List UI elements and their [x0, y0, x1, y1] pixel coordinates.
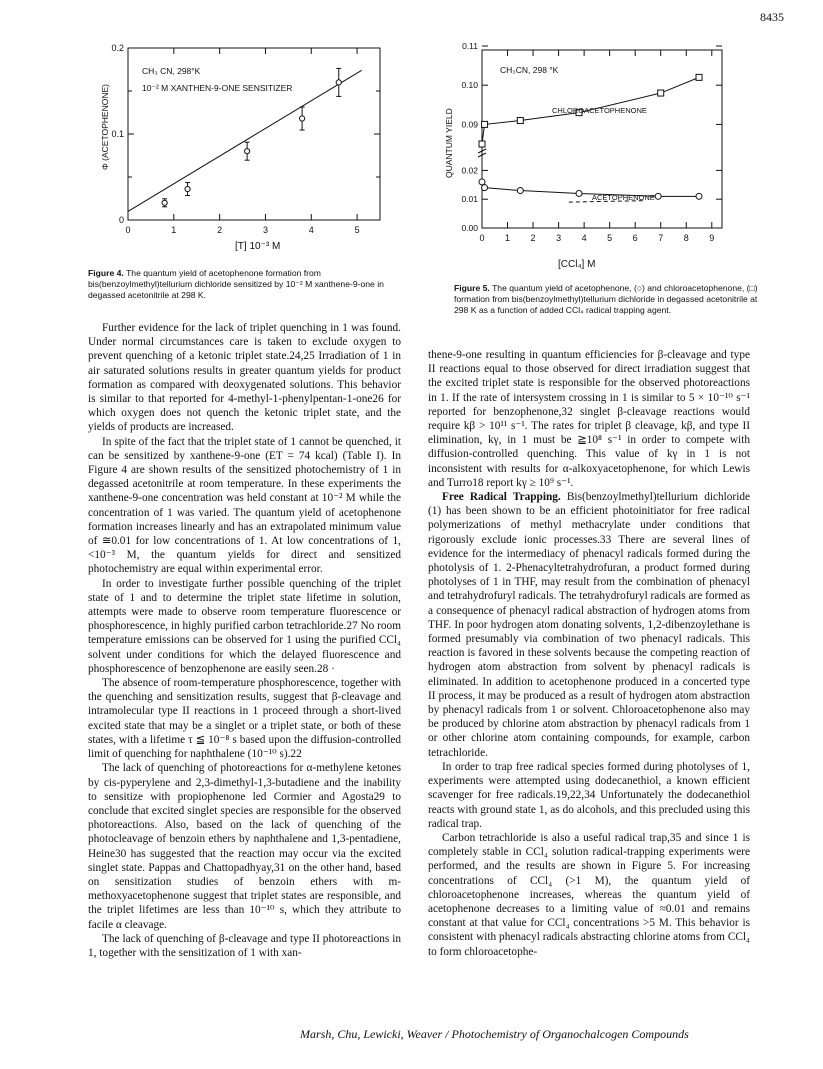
- fig5-acetophenone-point: [576, 190, 582, 196]
- section-heading-free-radical-trapping: Free Radical Trapping.: [442, 491, 561, 504]
- fig5-legend: CH₃CN, 298 °K: [500, 65, 559, 75]
- fig5-y-tick-label: 0.00: [461, 223, 478, 233]
- fig5-series2-label: ACETOPHENONE: [592, 193, 655, 202]
- fig4-x-tick-label: 4: [308, 225, 314, 235]
- right-paragraph-4: Carbon tetrachloride is also a useful radical trap,35 and since 1 is completely stable in CCl₄ solution radical-trapping experiments were performed, and the results are shown in Figure 5. For increasing concentrations of CCl₄ (>1 M), the quantum yield of chloroacetophenone increases, whereas the quantum yield of acetophenone decreases to a limiting value of ≈0.01 and remains constant at that value for CCl₄ concentrations >5 M. This behavior is consistent with phenacyl radicals abstracting chlorine atoms from CCl₄ to form chloroacetophe-: [428, 831, 750, 958]
- fig4-y-tick-label: 0: [118, 215, 124, 225]
- left-paragraph-1: Further evidence for the lack of triplet quenching in 1 was found. Under normal circumstances care is taken to exclude oxygen to prevent quenching of a ketonic triplet state.24,25 Irradiation of 1 in air saturated solutions results in greater quantum yields for product formation as compared with deoxygenated solutions. This behavior is similar to that reported for 4-methyl-1-phenylpentan-1-one26 for which oxygen does not quench the ketonic triplet state, and the yields of products are increased.: [88, 322, 401, 434]
- running-footer: Marsh, Chu, Lewicki, Weaver / Photochemistry of Organochalcogen Compounds: [300, 1027, 689, 1041]
- fig5-x-tick-label: 0: [479, 233, 485, 243]
- fig4-data-point: [185, 186, 190, 191]
- fig4-legend-line2: 10⁻² M XANTHEN-9-ONE SENSITIZER: [142, 83, 293, 93]
- fig5-chloroacetophenone-point: [482, 121, 488, 127]
- fig4-x-tick-label: 0: [125, 225, 131, 235]
- fig5-y-tick-label: 0.10: [461, 80, 478, 91]
- fig4-legend-line1: CH₃ CN, 298°K: [142, 66, 201, 76]
- fig4-data-point: [300, 116, 305, 121]
- fig4-data-point: [245, 149, 250, 154]
- fig5-acetophenone-point: [482, 185, 488, 191]
- left-paragraph-5: The lack of quenching of photoreactions for α-methylene ketones by cis-pyperylene and 2,3-dimethyl-1,3-butadiene and the inability to sensitize with propiophenone led Cormier and Agosta29 to conclude that excited singlet species are responsible for the observed photoreactions. Also, based on the lack of quenching of the photocleavage of benzoin ethers by naphthalene and 1,3-pentadiene, Heine30 has suggested that the reaction may occur via the excited singlet state. Pappas and Chattopadhyay,31 on the other hand, based on sensitization studies of benzoin ethers with m-methoxyacetophenone suggest that triplet states are responsible, and the triplet lifetimes are less than 10⁻¹⁰ s, which they attribute to facile α cleavage.: [88, 762, 401, 931]
- right-column: [428, 348, 750, 959]
- fig4-x-tick-label: 1: [171, 225, 177, 235]
- fig5-caption-label: Figure 5.: [454, 283, 490, 293]
- right-paragraph-2: [428, 490, 750, 760]
- left-paragraph-3: In order to investigate further possible quenching of the triplet state of 1 and to determine the triplet state lifetime in solution, attempts were made to observe room temperature fluorescence or phosphorescence, in highly purified carbon tetrachloride.27 No room temperature emissions can be observed for 1 using the purified CCl₄ solvent under conditions for which the delayed fluorescence and phosphorescence of benzophenone are easily seen.28 ·: [88, 577, 401, 675]
- fig5-x-tick-label: 6: [632, 233, 638, 243]
- fig4-data-point: [162, 200, 167, 205]
- fig5-series1-label: CHLOROACETOPHENONE: [552, 106, 647, 115]
- fig5-caption-text: The quantum yield of acetophenone, (○) and chloroacetophenone, (□) formation from bis(benzoylmethyl)tellurium dichloride in degassed acetonitrile at 298 K as a function of added CCl₄ radical trapping agent.: [454, 283, 758, 315]
- fig4-y-tick-label: 0.1: [111, 129, 124, 139]
- fig5-y-tick-label: 0.11: [462, 41, 478, 51]
- fig5-x-tick-label: 5: [607, 233, 613, 243]
- fig5-acetophenone-point: [655, 193, 661, 199]
- fig4-ylabel: Φ (ACETOPHENONE): [100, 84, 110, 170]
- fig5-xlabel: [CCl₄] M: [558, 259, 596, 270]
- fig4-caption-label: Figure 4.: [88, 268, 124, 278]
- fig4-data-point: [336, 80, 341, 85]
- fig5-acetophenone-line: [482, 182, 699, 196]
- fig5-y-tick-label: 0.01: [461, 194, 478, 205]
- figure-4-chart: [80, 30, 400, 260]
- fig5-chloroacetophenone-point: [479, 141, 485, 147]
- fig5-x-tick-label: 8: [683, 233, 689, 243]
- fig5-x-tick-label: 9: [709, 233, 715, 243]
- fig4-y-tick-label: 0.2: [111, 43, 124, 53]
- fig5-chloroacetophenone-point: [696, 74, 702, 80]
- fig5-chloroacetophenone-point: [517, 117, 523, 123]
- figure-4-caption: [88, 268, 400, 301]
- right-paragraph-3: In order to trap free radical species formed during photolyses of 1, experiments were attempted using dodecanethiol, a known efficient scavenger for free radicals.19,22,34 Unfortunately the dodecanethiol reacts with ground state 1, as do alcohols, and this precluded using this radical trap.: [428, 760, 750, 830]
- fig5-acetophenone-point: [479, 179, 485, 185]
- fig5-y-tick-label: 0.09: [461, 119, 478, 130]
- right-paragraph-2-text: Bis(benzoylmethyl)tellurium dichloride (1) has been shown to be an efficient photoinitiator for free radical polymerizations of methyl methacrylate under conditions that rigorously exclude ionic processes.33 There are several lines of evidence for the intermediacy of phenacyl radicals formed during the photolysis of 1. 2-Phenacyltetrahydrofuran, a product formed during photolyses of 1 in THF, may result from the combination of phenacyl and tetrahydrofuryl radicals. The tetrahydrofuryl radicals are formed as a consequence of phenacyl radical abstraction of hydrogen atoms from THF. In poor hydrogen atom donating solvents, 1,2-dibenzoylethane is formed presumably via combination of two phenacyl radicals. This reaction is favored in these solvents because the competing reaction of hydrogen atom abstraction from solvent by phenacyl radicals is eliminated. In addition to acetophenone produced in a concerted type II process, it may be produced as a result of hydrogen atom abstraction by phenacyl radicals from 1 or solvent. Chloroacetophenone also may be produced by chlorine atom abstraction by phenacyl radicals from 1 or other chlorine atom containing compounds, for example, carbon tetrachloride.: [428, 491, 750, 759]
- fig5-ylabel: QUANTUM YIELD: [444, 108, 454, 178]
- fig4-caption-text: The quantum yield of acetophenone formation from bis(benzoylmethyl)tellurium dichloride sensitized by 10⁻² M xanthene-9-one in degassed acetonitrile at 298 K.: [88, 268, 384, 300]
- fig5-x-tick-label: 4: [581, 233, 587, 243]
- left-paragraph-2: In spite of the fact that the triplet state of 1 cannot be quenched, it can be sensitized by xanthene-9-one (ET = 74 kcal) (Table I). In Figure 4 are shown results of the sensitized photochemistry of 1 in degassed acetonitrile at room temperature. In these experiments the xanthene-9-one concentration was held constant at 10⁻² M while the concentration of 1 was varied. The quantum yield of acetophenone formation increases linearly and has an extrapolated minimum value of ≅0.01 for low concentrations of 1. At low concentrations of 1, <10⁻³ M, the quantum yields for direct and sensitized photochemistry are equal within experimental error.: [88, 435, 401, 576]
- fig4-xlabel: [T] 10⁻³ M: [235, 241, 281, 252]
- figure-5-caption: [454, 283, 766, 316]
- figure-5-chart: [430, 30, 740, 275]
- left-column: [88, 321, 401, 960]
- left-paragraph-4: The absence of room-temperature phosphorescence, together with the quenching and sensitization results, suggest that β-cleavage and intramolecular type II reactions in 1 proceed through a short-lived excited state that may be a singlet or a triplet state, or both of these states, with a lifetime τ ≦ 10⁻⁸ s based upon the diffusion-controlled limit of quenching for naphthalene (10⁻¹⁰ s).22: [88, 677, 401, 761]
- fig4-x-tick-label: 3: [262, 225, 268, 235]
- fig4-x-tick-label: 5: [354, 225, 360, 235]
- fig5-y-tick-label: 0.02: [461, 165, 478, 176]
- fig5-acetophenone-point: [517, 188, 523, 194]
- right-paragraph-1: thene-9-one resulting in quantum efficiencies for β-cleavage and type II reactions equal to those observed for direct irradiation suggest that the excited triplet state is responsible for the observed photoreactions in 1. If the rate of intersystem crossing in 1 is similar to 5 × 10⁻¹⁰ s⁻¹ reported for benzophenone,32 singlet β-cleavage reactions would require kβ > 10¹¹ s⁻¹. The rates for triplet β cleavage, kβ, and type II elimination, kγ, in 1 must be ≧10⁸ s⁻¹ in order to compete with diffusion-controlled quenching. This value of kγ in 1 is not inconsistent with results for α-alkoxyacetophenone, for which Lewis and Turro18 report kγ ≥ 10⁹ s⁻¹.: [428, 349, 750, 489]
- page-number: 8435: [760, 10, 784, 24]
- fig5-acetophenone-point: [696, 193, 702, 199]
- fig5-x-tick-label: 1: [505, 233, 511, 243]
- fig4-x-tick-label: 2: [217, 225, 223, 235]
- fig5-x-tick-label: 7: [658, 233, 664, 243]
- fig5-x-tick-label: 2: [530, 233, 536, 243]
- fig5-chloroacetophenone-point: [658, 90, 664, 96]
- fig5-x-tick-label: 3: [556, 233, 562, 243]
- left-paragraph-6: The lack of quenching of β-cleavage and type II photoreactions in 1, together with the sensitization of 1 with xan-: [88, 932, 401, 959]
